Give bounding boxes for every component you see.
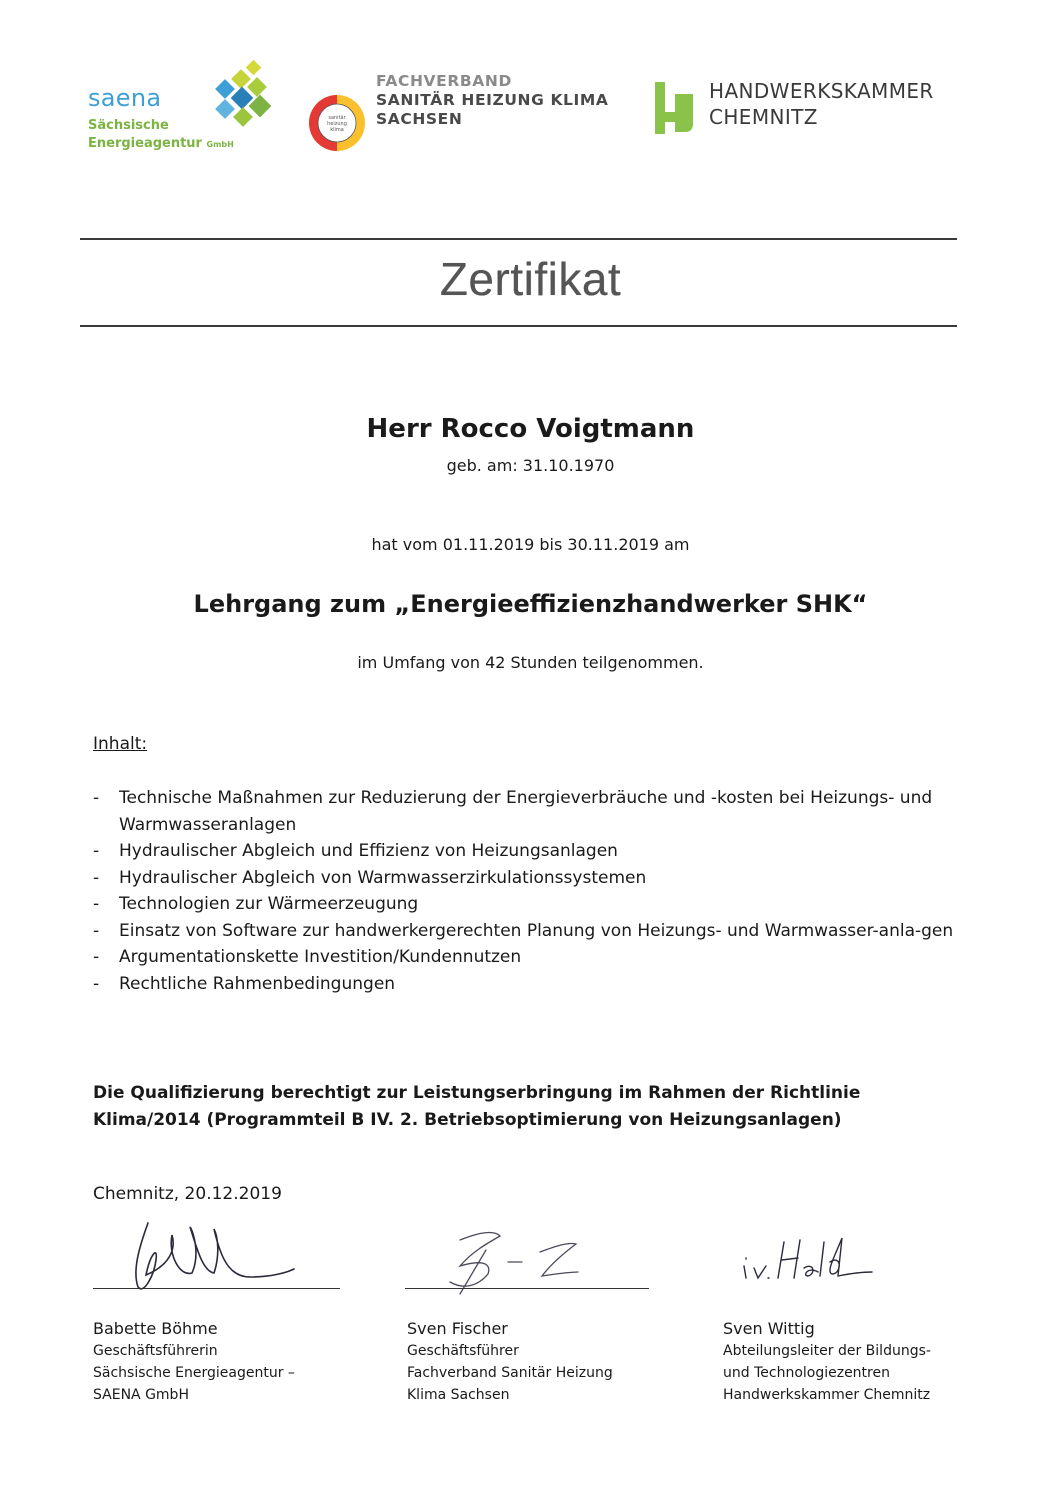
- signer-role: Geschäftsführer: [407, 1343, 519, 1359]
- signer-role: Geschäftsführerin: [93, 1343, 218, 1359]
- list-item: - Technische Maßnahmen zur Reduzierung der Energieverbräuche und -kosten bei Heizungs- und Warmwasseranlagen: [93, 788, 933, 835]
- saena-name: saena: [88, 84, 162, 112]
- signer-fischer: [407, 1318, 667, 1406]
- content-heading: Inhalt:: [93, 734, 148, 754]
- content-list: [93, 785, 973, 997]
- hwk-line-1: HANDWERKSKAMMER: [709, 79, 934, 103]
- signer-role: Abteilungsleiter der Bildungs-: [723, 1343, 931, 1359]
- signer-role: Sächsische Energieagentur –: [93, 1365, 295, 1381]
- saena-subtitle-1: Sächsische: [88, 118, 169, 133]
- list-item: - Einsatz von Software zur handwerkergerechten Planung von Heizungs- und Warmwasser-anla-gen: [93, 920, 954, 941]
- signature-line-1: [93, 1288, 340, 1289]
- recipient-name: Herr Rocco Voigtmann: [366, 414, 695, 444]
- svg-text:klima: klima: [330, 127, 344, 133]
- recipient-birth-date: geb. am: 31.10.1970: [446, 456, 615, 475]
- signer-role: SAENA GmbH: [93, 1387, 189, 1403]
- list-item: - Argumentationskette Investition/Kundennutzen: [93, 947, 522, 967]
- svg-text:heizung: heizung: [327, 121, 347, 127]
- list-item: - Technologien zur Wärmeerzeugung: [93, 894, 419, 914]
- hwk-mark-icon: [653, 82, 695, 134]
- signer-role: und Technologiezentren: [723, 1365, 890, 1381]
- shk-line-3: SACHSEN: [376, 110, 463, 128]
- shk-line-2: SANITÄR HEIZUNG KLIMA: [376, 91, 609, 109]
- list-item: - Rechtliche Rahmenbedingungen: [93, 973, 396, 994]
- saena-gmbh: GmbH: [206, 140, 234, 149]
- signer-boehme: [93, 1318, 353, 1406]
- hwk-line-2: CHEMNITZ: [709, 105, 818, 129]
- saena-subtitle-2: Energieagentur GmbH: [88, 136, 234, 151]
- signer-name: Sven Fischer: [407, 1319, 508, 1338]
- course-title: Lehrgang zum „Energieeffizienzhandwerker SHK“: [193, 590, 868, 618]
- place-date: Chemnitz, 20.12.2019: [93, 1184, 282, 1204]
- signer-name: Sven Wittig: [723, 1319, 815, 1338]
- saena-logo: [88, 60, 278, 155]
- signature-wittig: [738, 1228, 878, 1288]
- signature-line-2: [405, 1288, 649, 1289]
- signer-name: Babette Böhme: [93, 1319, 218, 1338]
- signer-wittig: [723, 1318, 1023, 1406]
- shk-name: [376, 72, 609, 129]
- signer-role: Fachverband Sanitär Heizung: [407, 1365, 613, 1381]
- fachverband-shk-logo: [308, 72, 618, 162]
- shk-seal-icon: [308, 94, 366, 152]
- qualification-statement: Die Qualifizierung berechtigt zur Leistungserbringung im Rahmen der Richtlinie Klima/2014 (Programmteil B IV. 2. Betriebsoptimierung von Heizungsanlagen): [93, 1083, 861, 1130]
- list-item: - Hydraulischer Abgleich von Warmwasserzirkulationssystemen: [93, 867, 647, 888]
- list-item: - Hydraulischer Abgleich und Effizienz von Heizungsanlagen: [93, 841, 618, 861]
- signature-boehme: [110, 1215, 300, 1295]
- title-rule-bottom: [80, 325, 957, 327]
- handwerkskammer-logo: [653, 78, 963, 138]
- course-period: hat vom 01.11.2019 bis 30.11.2019 am: [371, 535, 690, 554]
- certificate-title: Zertifikat: [439, 253, 622, 305]
- title-rule-top: [80, 238, 957, 240]
- signature-fischer: [430, 1222, 600, 1302]
- saena-diamonds-icon: [188, 60, 278, 135]
- signer-role: Handwerkskammer Chemnitz: [723, 1387, 931, 1403]
- shk-line-1: FACHVERBAND: [376, 72, 512, 90]
- signer-role: Klima Sachsen: [407, 1387, 510, 1403]
- hwk-name: [709, 78, 934, 130]
- svg-text:sanitär: sanitär: [328, 115, 346, 121]
- course-scope: im Umfang von 42 Stunden teilgenommen.: [357, 653, 704, 672]
